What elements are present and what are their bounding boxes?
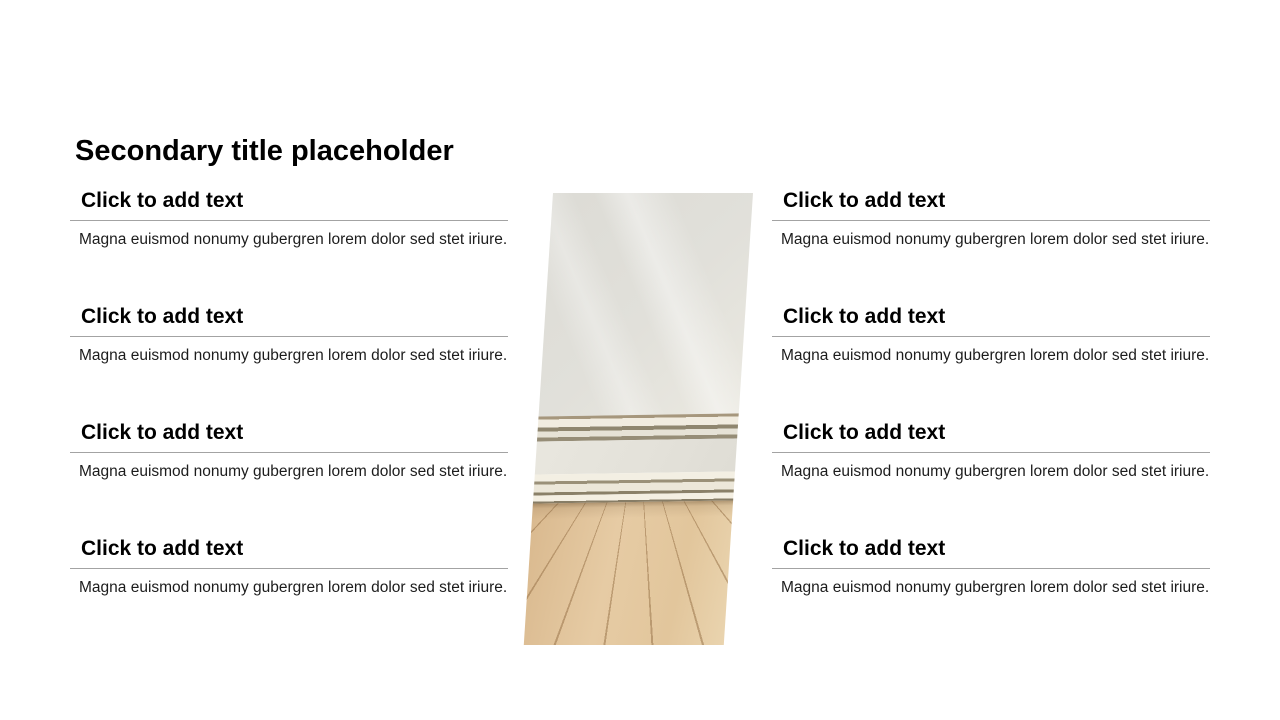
text-section xyxy=(70,536,508,599)
section-body[interactable]: Magna euismod nonumy gubergren lorem dolor sed stet iriure. xyxy=(781,579,1210,596)
section-body[interactable]: Magna euismod nonumy gubergren lorem dolor sed stet iriure. xyxy=(781,463,1210,480)
section-heading[interactable]: Click to add text xyxy=(81,421,244,444)
section-body[interactable]: Magna euismod nonumy gubergren lorem dolor sed stet iriure. xyxy=(781,347,1210,364)
text-section xyxy=(70,188,508,251)
text-section xyxy=(772,420,1210,483)
photo-wall-upper xyxy=(526,193,753,417)
section-heading[interactable]: Click to add text xyxy=(783,537,946,560)
section-divider xyxy=(70,568,508,569)
section-divider xyxy=(70,452,508,453)
section-heading[interactable]: Click to add text xyxy=(81,189,244,212)
section-body[interactable]: Magna euismod nonumy gubergren lorem dolor sed stet iriure. xyxy=(79,579,508,596)
section-heading[interactable]: Click to add text xyxy=(783,189,946,212)
right-text-column xyxy=(772,188,1210,628)
section-divider xyxy=(772,452,1210,453)
section-heading[interactable]: Click to add text xyxy=(783,421,946,444)
section-divider xyxy=(772,220,1210,221)
text-section xyxy=(772,536,1210,599)
section-divider xyxy=(70,220,508,221)
text-section xyxy=(70,304,508,367)
section-divider xyxy=(70,336,508,337)
section-heading[interactable]: Click to add text xyxy=(783,305,946,328)
photo-wall-panel xyxy=(524,438,750,475)
slide-title[interactable]: Secondary title placeholder xyxy=(75,135,454,167)
left-text-column xyxy=(70,188,508,628)
section-heading[interactable]: Click to add text xyxy=(81,305,244,328)
text-section xyxy=(70,420,508,483)
section-body[interactable]: Magna euismod nonumy gubergren lorem dolor sed stet iriure. xyxy=(79,231,508,248)
section-body[interactable]: Magna euismod nonumy gubergren lorem dolor sed stet iriure. xyxy=(79,347,508,364)
section-body[interactable]: Magna euismod nonumy gubergren lorem dolor sed stet iriure. xyxy=(781,231,1210,248)
section-heading[interactable]: Click to add text xyxy=(81,537,244,560)
photo-wood-floor xyxy=(524,500,747,645)
text-section xyxy=(772,304,1210,367)
photo-wall-molding-upper xyxy=(525,413,750,442)
interior-photo[interactable] xyxy=(524,193,753,645)
section-body[interactable]: Magna euismod nonumy gubergren lorem dolor sed stet iriure. xyxy=(79,463,508,480)
section-divider xyxy=(772,568,1210,569)
interior-photo-scene xyxy=(524,193,753,645)
text-section xyxy=(772,188,1210,251)
section-divider xyxy=(772,336,1210,337)
